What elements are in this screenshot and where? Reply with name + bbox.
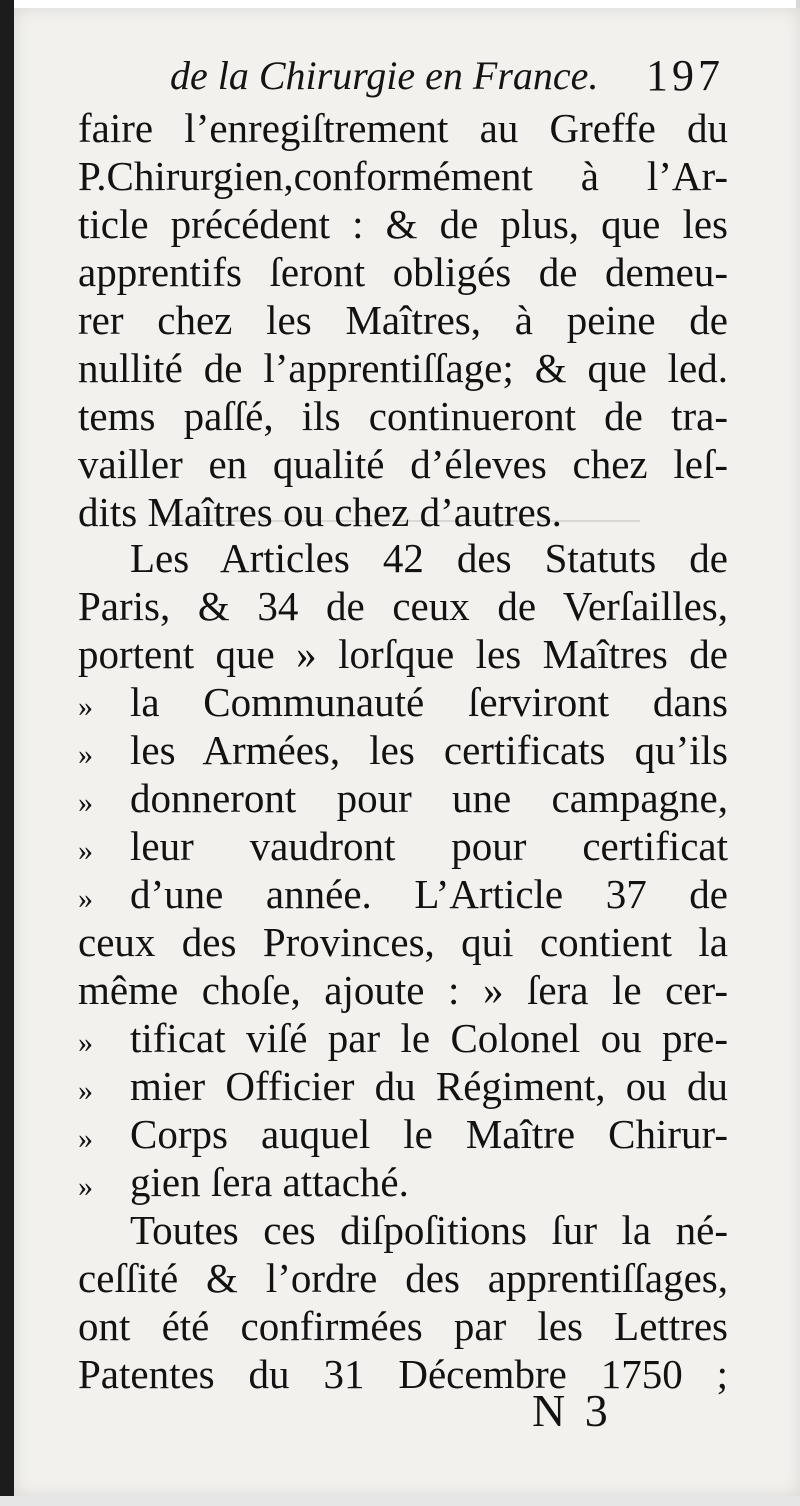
text-line: la Communauté ſerviront dans — [130, 679, 728, 725]
text-line: portent que » lorſque les Maîtres de — [78, 631, 728, 677]
text-line: ont été confirmées par les Lettres — [78, 1303, 728, 1349]
quote-mark: » — [78, 738, 93, 771]
text-line: donneront pour une campagne, — [130, 775, 728, 821]
bottom-edge — [0, 1496, 800, 1506]
text-line: nullité de l’apprentiſſage; & que led. — [78, 345, 728, 391]
quote-mark: » — [78, 690, 93, 723]
page-number: 197 — [646, 51, 724, 100]
quote-mark: » — [78, 1122, 93, 1155]
quote-mark: » — [78, 1026, 93, 1059]
quote-mark: » — [78, 834, 93, 867]
text-line: ceux des Provinces, qui contient la — [78, 919, 728, 965]
paragraph-rule — [160, 520, 640, 522]
text-line: rer chez les Maîtres, à peine de — [78, 297, 728, 343]
quote-mark: » — [78, 786, 93, 819]
text-line: les Armées, les certificats qu’ils — [130, 727, 728, 773]
text-line: tificat viſé par le Colonel ou pre- — [130, 1015, 728, 1061]
running-title: de la Chirurgie en France. — [170, 53, 599, 98]
text-line: faire l’enregiſtrement au Greffe du — [78, 105, 728, 151]
text-line: dits Maîtres ou chez d’autres. — [78, 489, 562, 535]
text-line: Corps auquel le Maître Chirur- — [130, 1111, 728, 1157]
text-line: Paris, & 34 de ceux de Verſailles, — [78, 583, 728, 629]
signature-mark: N 3 — [532, 1385, 612, 1436]
quote-mark: » — [78, 1074, 93, 1107]
text-line: apprentifs ſeront obligés de demeu- — [78, 249, 728, 295]
text-line: d’une année. L’Article 37 de — [130, 871, 728, 917]
quote-mark: » — [78, 882, 93, 915]
text-line: ticle précédent : & de plus, que les — [78, 201, 728, 247]
quote-mark: » — [78, 1170, 93, 1203]
text-line: ceſſité & l’ordre des apprentiſſages, — [78, 1255, 728, 1301]
text-line: leur vaudront pour certificat — [130, 823, 728, 869]
binding-gutter — [0, 0, 14, 1506]
text-line: même choſe, ajoute : » ſera le cer- — [78, 967, 728, 1013]
text-line: Toutes ces diſpoſitions ſur la né- — [130, 1207, 728, 1253]
text-line: Les Articles 42 des Statuts de — [130, 535, 728, 581]
text-line: gien ſera attaché. — [130, 1159, 409, 1205]
text-line: mier Officier du Régiment, ou du — [130, 1063, 728, 1109]
text-line: tems paſſé, ils continueront de tra- — [78, 393, 728, 439]
text-line: P.Chirurgien,conformément à l’Ar- — [78, 153, 728, 199]
text-line: Patentes du 31 Décembre 1750 ; — [78, 1351, 728, 1397]
text-line: vailler en qualité d’éleves chez leſ- — [78, 441, 728, 487]
